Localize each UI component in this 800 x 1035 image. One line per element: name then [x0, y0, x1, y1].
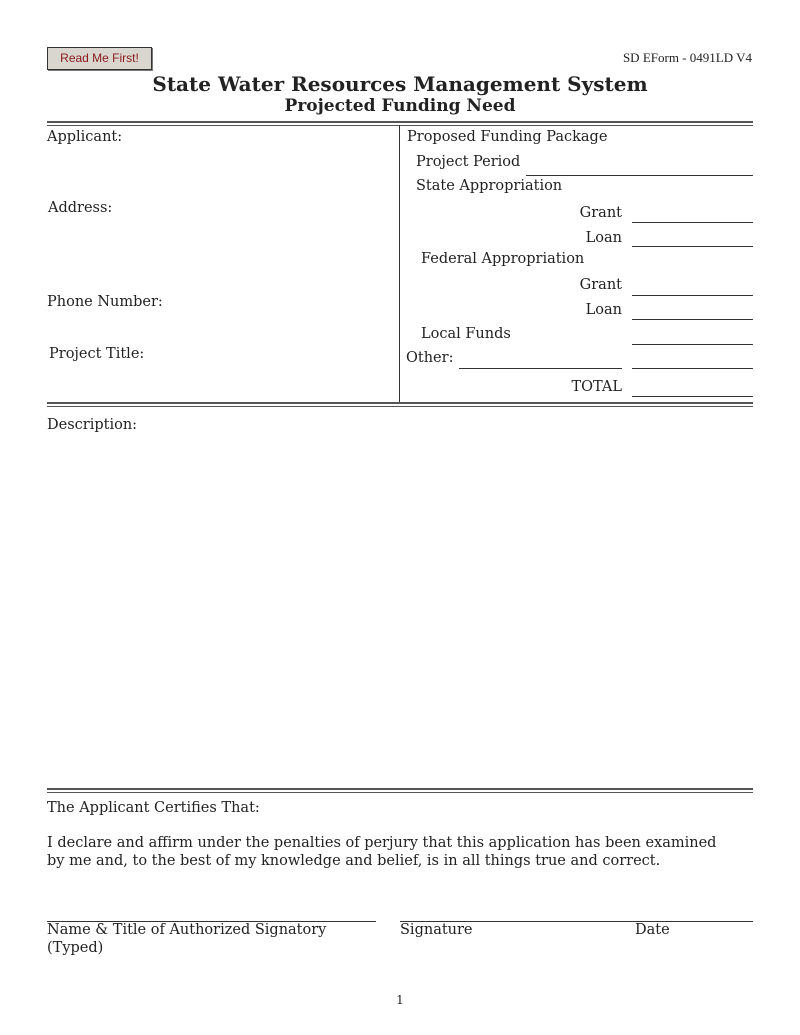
local-funds-label: Local Funds: [421, 326, 511, 342]
certify-text-line: by me and, to the best of my knowledge and belief, is in all things true and correct.: [47, 853, 661, 869]
column-divider: [399, 125, 400, 402]
signature-label: Signature: [400, 922, 473, 938]
state-loan-field[interactable]: [632, 246, 753, 247]
name-title-label: Name & Title of Authorized Signatory: [47, 922, 327, 938]
federal-loan-label: Loan: [585, 302, 622, 318]
state-appropriation-label: State Appropriation: [416, 178, 563, 194]
funding-heading: Proposed Funding Package: [407, 129, 608, 145]
divider: [47, 788, 753, 793]
other-label: Other:: [406, 350, 454, 366]
other-amount-field[interactable]: [632, 368, 753, 369]
form-id: SD EForm - 0491LD V4: [622, 50, 752, 65]
divider: [47, 402, 753, 407]
local-funds-field[interactable]: [632, 344, 753, 345]
certify-text-line: I declare and affirm under the penalties of perjury that this application has been examined: [47, 835, 717, 851]
page-number: 1: [396, 993, 404, 1007]
project-title-label: Project Title:: [49, 346, 145, 362]
federal-loan-field[interactable]: [632, 319, 753, 320]
address-label: Address:: [48, 200, 113, 216]
applicant-label: Applicant:: [47, 129, 123, 145]
federal-grant-field[interactable]: [632, 295, 753, 296]
total-field[interactable]: [632, 396, 753, 397]
state-grant-field[interactable]: [632, 222, 753, 223]
read-me-first-button[interactable]: Read Me First!: [47, 47, 152, 70]
total-label: TOTAL: [571, 379, 622, 395]
form-title: State Water Resources Management System: [152, 72, 648, 96]
federal-appropriation-label: Federal Appropriation: [421, 251, 585, 267]
project-period-field[interactable]: [526, 175, 753, 176]
divider: [47, 121, 753, 126]
project-period-label: Project Period: [416, 154, 521, 170]
federal-grant-label: Grant: [579, 277, 622, 293]
state-grant-label: Grant: [579, 205, 622, 221]
date-label: Date: [635, 922, 670, 938]
state-loan-label: Loan: [585, 230, 622, 246]
typed-label: (Typed): [47, 940, 104, 956]
other-description-field[interactable]: [459, 368, 622, 369]
description-label: Description:: [47, 417, 138, 433]
phone-label: Phone Number:: [47, 294, 163, 310]
certify-heading: The Applicant Certifies That:: [47, 800, 260, 816]
form-subtitle: Projected Funding Need: [284, 96, 516, 116]
